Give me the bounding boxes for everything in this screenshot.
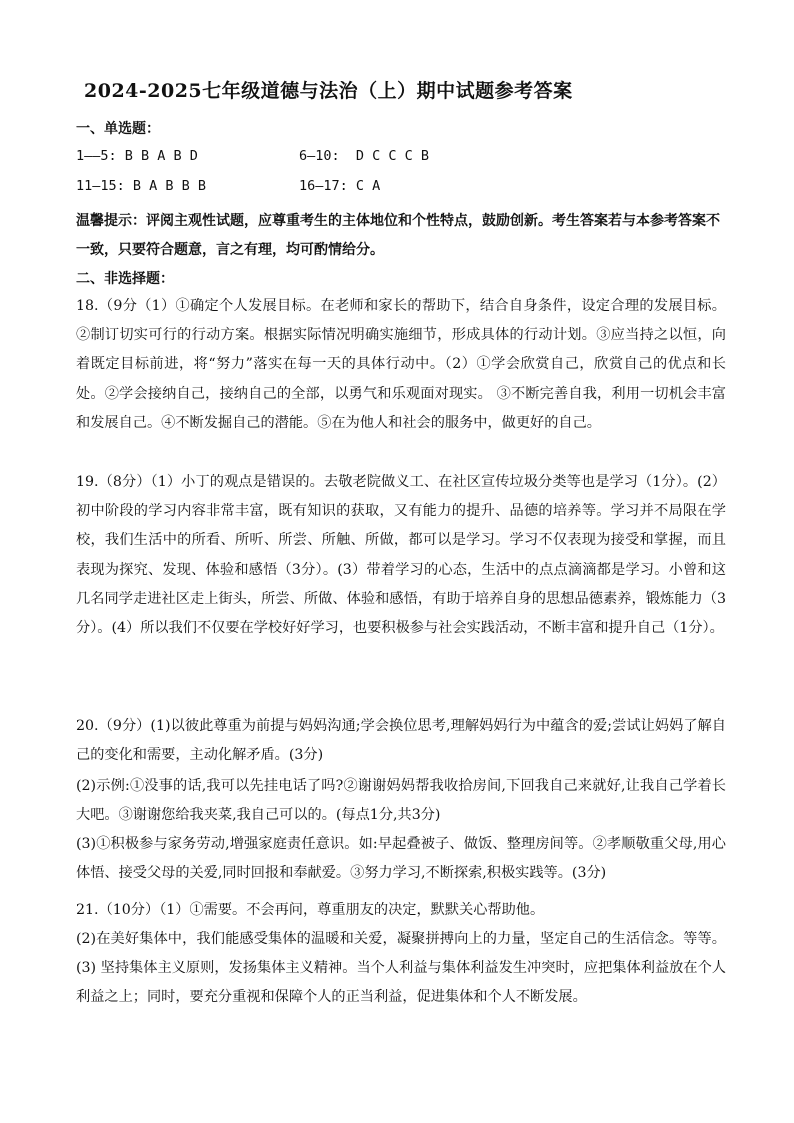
- grading-tip: 温馨提示：评阅主观性试题，应尊重考生的主体地位和个性特点，鼓励创新。考生答案若与本参考答案不一致，只要符合题意，言之有理，均可酌情给分。: [76, 213, 720, 258]
- section-heading-single-choice: 一、单选题：: [76, 121, 160, 137]
- answer-row-1-left: 1——5: B B A B D: [76, 148, 198, 164]
- answer-q21-part1: 21.（10分）（1）①需要。不会再问，尊重朋友的决定，默默关心帮助他。: [76, 902, 545, 918]
- answer-q20-part1: 20.（9分）(1)以彼此尊重为前提与妈妈沟通;学会换位思考,理解妈妈行为中蕴含的爱;尝试让妈妈了解自己的变化和需要，主动化解矛盾。(3分): [76, 718, 726, 764]
- answer-row-1-right: 6—10: D C C C B: [299, 148, 430, 164]
- page-title: 2024-2025七年级道德与法治（上）期中试题参考答案: [84, 80, 573, 102]
- section-heading-non-choice: 二、非选择题：: [76, 271, 174, 287]
- answer-q18: 18.（9分（1）①确定个人发展目标。在老师和家长的帮助下，结合自身条件，设定合理的发展目标。②制订切实可行的行动方案。根据实际情况明确实施细节，形成具体的行动计划。③应当持之以恒，向着既定目标前进，将“努力”落实在每一天的具体行动中。（2）①学会欣赏自己，欣赏自己的优点和长处。②学会接纳自己，接纳自己的全部，以勇气和乐观面对现实。 ③不断完善自我，利用一切机会丰富和发展自己。④不断发掘自己的潜能。⑤在为他人和社会的服务中，做更好的自己。: [76, 298, 726, 431]
- answer-q20-part3: (3)①积极参与家务劳动,增强家庭责任意识。如:早起叠被子、做饭、整理房间等。②孝顺敬重父母,用心体悟、接受父母的关爱,同时回报和奉献爱。③努力学习,不断探索,积极实践等。(3分): [76, 836, 726, 882]
- answer-q20-part2: (2)示例:①没事的话,我可以先挂电话了吗?②谢谢妈妈帮我收拾房间,下回我自己来就好,让我自己学着长大吧。③谢谢您给我夹菜,我自己可以的。(每点1分,共3分): [76, 778, 726, 824]
- answer-q21-part2: (2)在美好集体中，我们能感受集体的温暖和关爱，凝聚拼搏向上的力量，坚定自己的生活信念。等等。 (3) 坚持集体主义原则，发扬集体主义精神。当个人利益与集体利益发生冲突时，应把集体利益放在个人利益之上；同时，要充分重视和保障个人的正当利益，促进集体和个人不断发展。: [76, 931, 726, 1006]
- answer-row-2-left: 11—15: B A B B B: [76, 178, 207, 194]
- answer-q19: 19.（8分）（1）小丁的观点是错误的。去敬老院做义工、在社区宣传垃圾分类等也是学习（1分）。(2）初中阶段的学习内容非常丰富，既有知识的获取，又有能力的提升、品德的培养等。学习并不局限在学校，我们生活中的所看、所听、所尝、所触、所做，都可以是学习。学习不仅表现为接受和掌握，而且表现为探究、发现、体验和感悟（3分）。(3）带着学习的心态，生活中的点点滴滴都是学习。小曾和这几名同学走进社区走上街头，所尝、所做、体验和感悟，有助于培养自身的思想品德素养，锻炼能力（3分）。(4）所以我们不仅要在学校好好学习，也要积极参与社会实践活动，不断丰富和提升自己（1分）。: [76, 474, 726, 637]
- answer-row-2-right: 16—17: C A: [299, 178, 381, 194]
